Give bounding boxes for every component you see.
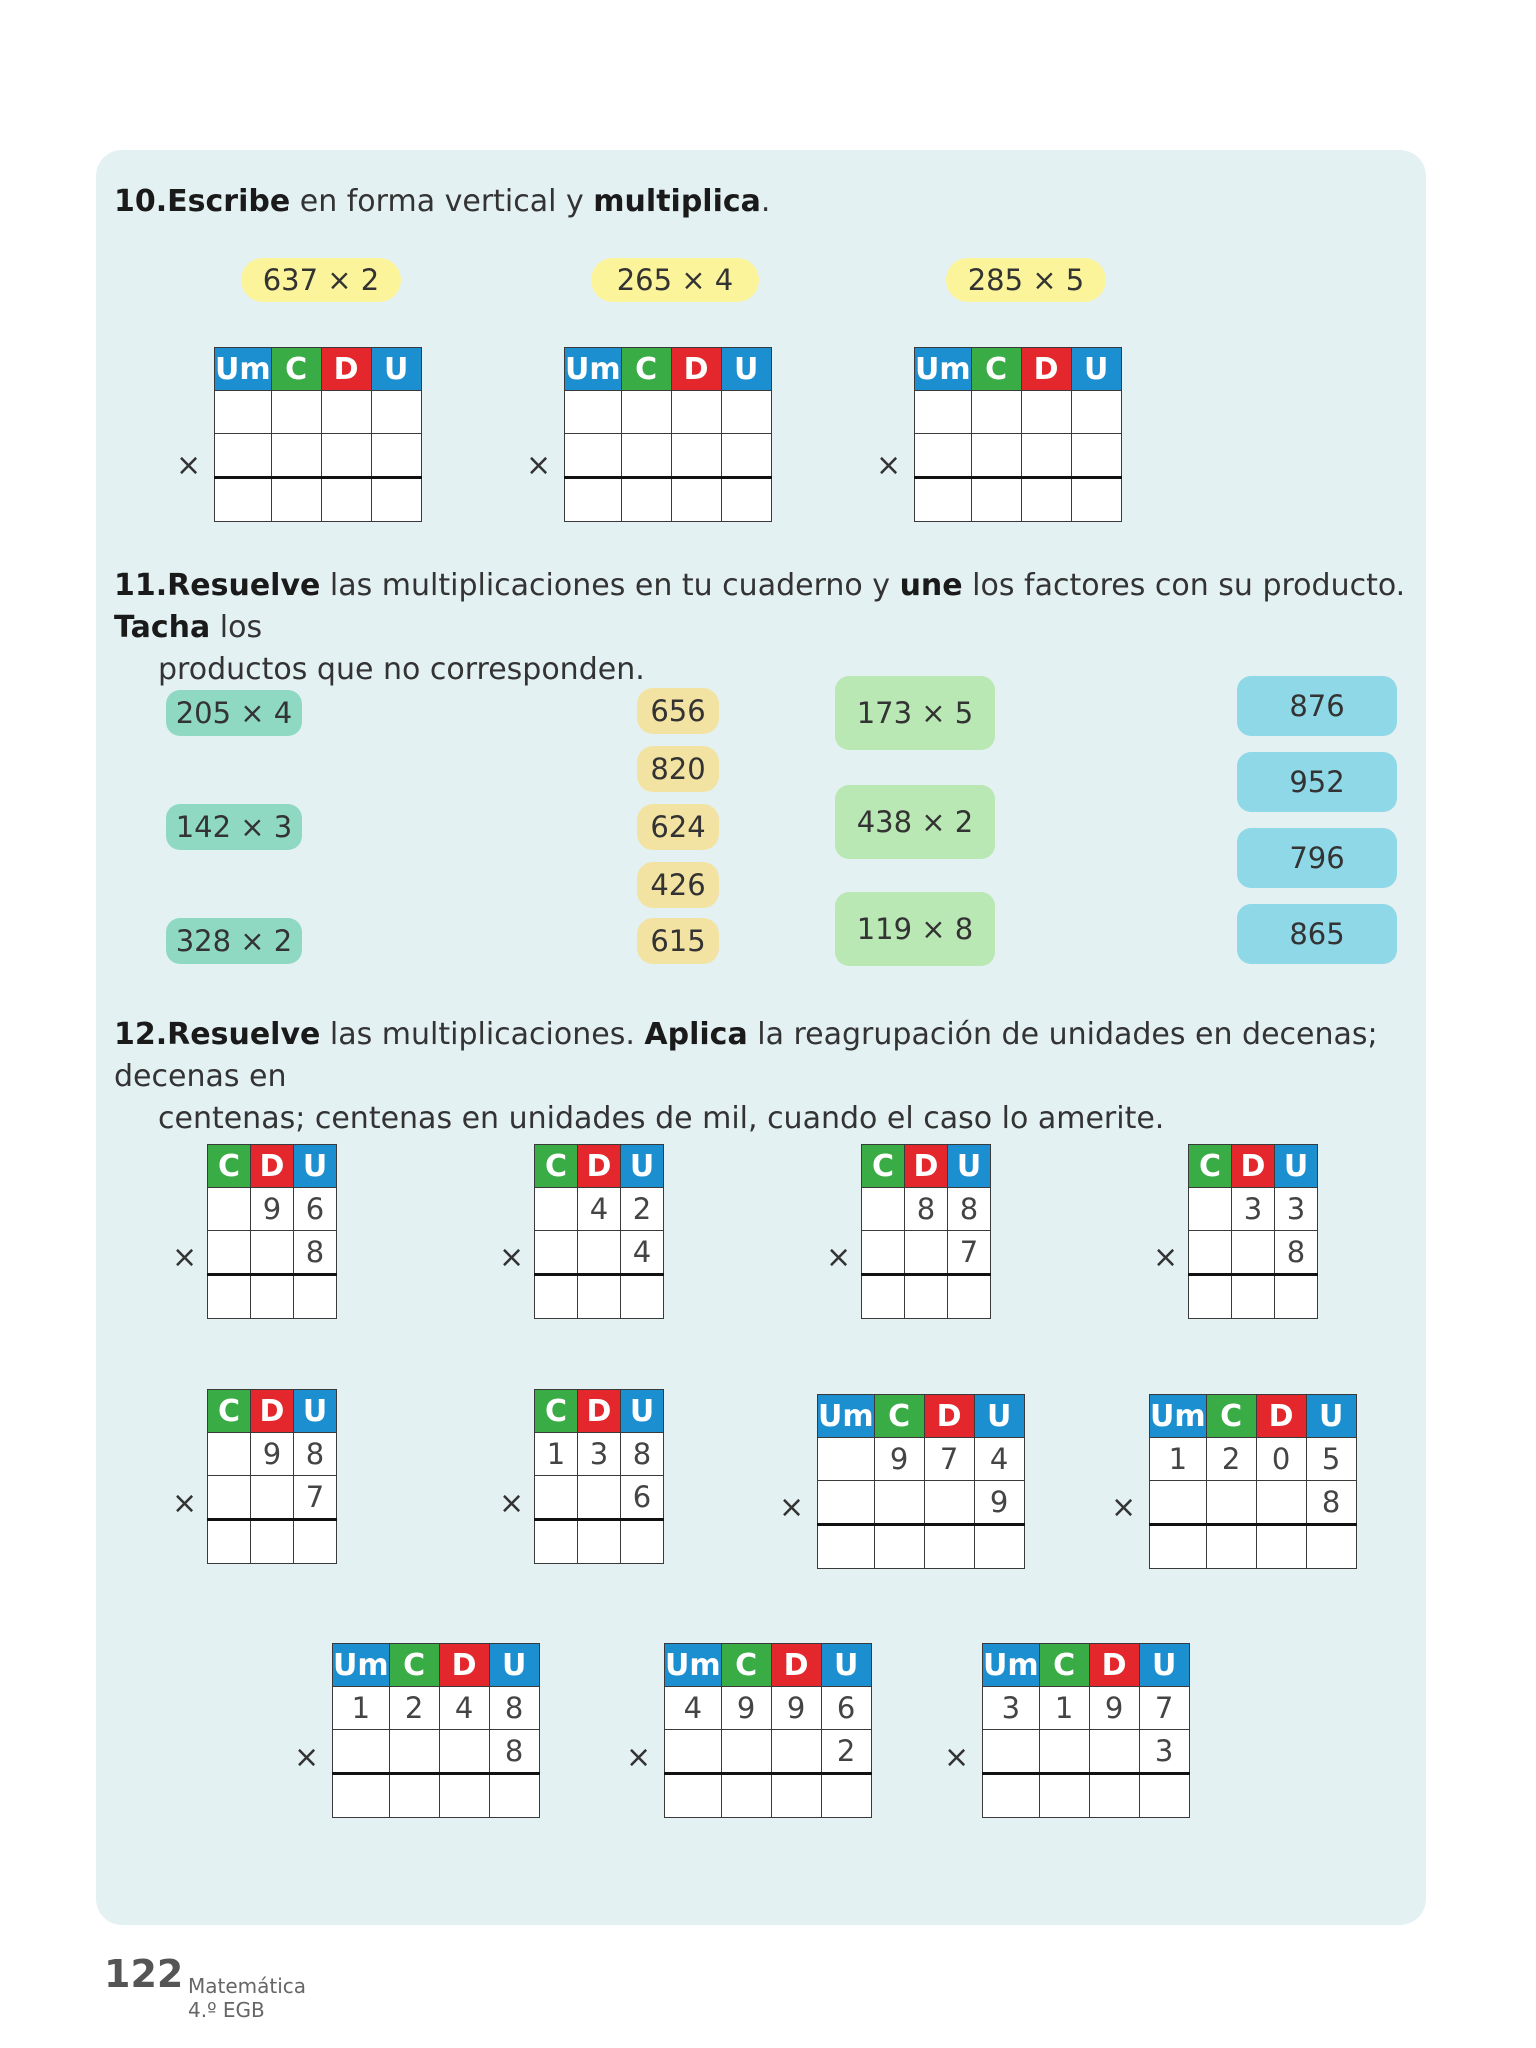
grid-cell[interactable] [721,478,771,522]
grid-cell[interactable]: 4 [974,1438,1024,1481]
grid-cell[interactable]: 8 [294,1231,337,1275]
header-um: Um [983,1644,1040,1687]
header-d: D [1232,1145,1275,1188]
grid-cell[interactable] [671,391,721,434]
grid-cell[interactable] [983,1730,1040,1774]
grid-cell[interactable] [915,391,972,434]
place-value-grid[interactable] [332,1643,540,1818]
grid-cell[interactable] [321,478,371,522]
times-sign: × [826,1240,852,1275]
grid-cell[interactable]: 3 [578,1433,621,1476]
instruction-text: los [210,610,263,645]
grid-cell[interactable] [874,1481,924,1525]
grid-cell[interactable]: 8 [1306,1481,1356,1525]
grid-cell[interactable] [271,478,321,522]
factor-pill[interactable]: 438 × 2 [835,785,995,859]
header-c: C [721,1644,771,1687]
times-sign: × [944,1740,970,1775]
header-u: U [1139,1644,1189,1687]
grid-cell[interactable] [1039,1730,1089,1774]
grid-cell[interactable]: 9 [771,1687,821,1730]
grid-cell[interactable] [578,1275,621,1319]
grid-cell[interactable] [818,1438,875,1481]
grid-cell[interactable] [489,1774,539,1818]
grid-cell[interactable] [924,1525,974,1569]
grid-cell[interactable] [208,1188,251,1231]
grid-cell[interactable] [389,1774,439,1818]
header-u: U [621,1390,664,1433]
place-value-grid[interactable] [534,1389,664,1564]
times-sign: × [176,448,202,483]
header-um: Um [565,348,622,391]
grid-cell[interactable] [671,434,721,478]
multiplication-pill: 637 × 2 [241,258,401,302]
grid-cell[interactable] [1021,478,1071,522]
header-d: D [578,1145,621,1188]
grid-cell[interactable] [721,1730,771,1774]
grid-cell[interactable]: 9 [251,1433,294,1476]
header-d: D [1089,1644,1139,1687]
header-c: C [621,348,671,391]
grid-cell[interactable] [1206,1525,1256,1569]
grid-cell[interactable]: 6 [294,1188,337,1231]
instruction-verb: une [899,568,963,603]
header-u: U [621,1145,664,1188]
product-pill[interactable]: 615 [637,918,719,964]
header-d: D [924,1395,974,1438]
grid-cell[interactable] [251,1476,294,1520]
grid-cell[interactable]: 2 [621,1188,664,1231]
grid-cell[interactable]: 8 [294,1433,337,1476]
product-pill[interactable]: 876 [1237,676,1397,736]
grid-cell[interactable]: 1 [535,1433,578,1476]
grid-cell[interactable] [621,478,671,522]
grid-cell[interactable]: 8 [489,1730,539,1774]
grid-cell[interactable]: 3 [1275,1188,1318,1231]
multiplication-pill: 285 × 5 [946,258,1106,302]
grid-cell[interactable]: 9 [1089,1687,1139,1730]
grid-cell[interactable]: 5 [1306,1438,1356,1481]
grade-label: 4.º EGB [188,1998,265,2022]
grid-cell[interactable]: 3 [983,1687,1040,1730]
grid-cell[interactable] [771,1730,821,1774]
grid-cell[interactable]: 9 [974,1481,1024,1525]
instruction-verb: Resuelve [167,1017,321,1052]
instruction-text: los factores con su producto. [962,568,1406,603]
subject-label: Matemática [188,1974,307,1998]
grid-cell[interactable]: 4 [439,1687,489,1730]
product-pill[interactable]: 865 [1237,904,1397,964]
grid-cell[interactable] [371,434,421,478]
grid-cell[interactable]: 9 [721,1687,771,1730]
grid-cell[interactable] [1232,1275,1275,1319]
instruction-verb: multiplica [593,184,761,219]
grid-cell[interactable] [565,391,622,434]
header-d: D [1021,348,1071,391]
grid-cell[interactable] [621,1520,664,1564]
header-d: D [1256,1395,1306,1438]
header-c: C [862,1145,905,1188]
exercise-number: 10. [114,184,168,219]
header-d: D [905,1145,948,1188]
grid-cell[interactable] [905,1275,948,1319]
grid-cell[interactable]: 7 [924,1438,974,1481]
grid-cell[interactable] [389,1730,439,1774]
grid-cell[interactable] [333,1730,390,1774]
grid-cell[interactable]: 4 [665,1687,722,1730]
grid-cell[interactable] [565,478,622,522]
place-value-grid[interactable] [1188,1144,1318,1319]
place-value-grid[interactable] [534,1144,664,1319]
exercise-12-instruction [114,1014,1424,1140]
place-value-grid[interactable] [982,1643,1190,1818]
header-um: Um [665,1644,722,1687]
exercise-number: 12. [114,1017,168,1052]
header-c: C [971,348,1021,391]
header-um: Um [215,348,272,391]
grid-cell[interactable]: 4 [621,1231,664,1275]
times-sign: × [1153,1240,1179,1275]
grid-cell[interactable] [971,391,1021,434]
header-d: D [578,1390,621,1433]
grid-cell[interactable] [1089,1730,1139,1774]
grid-cell[interactable] [439,1774,489,1818]
instruction-verb: Aplica [644,1017,748,1052]
grid-cell[interactable]: 7 [1139,1687,1189,1730]
grid-cell[interactable] [971,434,1021,478]
grid-cell[interactable] [535,1275,578,1319]
grid-cell[interactable] [1071,391,1121,434]
factor-pill[interactable]: 205 × 4 [166,690,302,736]
grid-cell[interactable]: 8 [948,1188,991,1231]
instruction-text: la reagrupación de unidades en decenas; decenas en [114,1017,1378,1094]
header-u: U [489,1644,539,1687]
product-pill[interactable]: 820 [637,746,719,792]
instruction-text: . [760,184,771,219]
times-sign: × [172,1240,198,1275]
grid-cell[interactable] [974,1525,1024,1569]
grid-cell[interactable] [535,1231,578,1275]
product-pill[interactable]: 426 [637,862,719,908]
place-value-grid[interactable] [1149,1394,1357,1569]
grid-cell[interactable]: 6 [621,1476,664,1520]
header-um: Um [1150,1395,1207,1438]
grid-cell[interactable] [271,434,321,478]
grid-cell[interactable] [208,1520,251,1564]
grid-cell[interactable] [821,1774,871,1818]
grid-cell[interactable] [1306,1525,1356,1569]
header-d: D [321,348,371,391]
grid-cell[interactable] [1256,1525,1306,1569]
grid-cell[interactable]: 3 [1139,1730,1189,1774]
header-um: Um [915,348,972,391]
times-sign: × [626,1740,652,1775]
place-value-grid[interactable] [214,347,422,522]
grid-cell[interactable] [1071,434,1121,478]
grid-cell[interactable] [535,1188,578,1231]
grid-cell[interactable] [1039,1774,1089,1818]
grid-cell[interactable] [439,1730,489,1774]
header-c: C [389,1644,439,1687]
header-d: D [251,1145,294,1188]
header-u: U [1275,1145,1318,1188]
header-u: U [1306,1395,1356,1438]
header-u: U [948,1145,991,1188]
grid-cell[interactable] [1071,478,1121,522]
grid-cell[interactable] [1139,1774,1189,1818]
instruction-text: las multiplicaciones. [320,1017,645,1052]
header-c: C [271,348,321,391]
page-number: 122 [104,1952,184,1996]
factor-pill[interactable]: 328 × 2 [166,918,302,964]
grid-cell[interactable] [905,1231,948,1275]
grid-cell[interactable]: 4 [578,1188,621,1231]
grid-cell[interactable]: 7 [294,1476,337,1520]
grid-cell[interactable]: 1 [333,1687,390,1730]
grid-cell[interactable] [578,1476,621,1520]
grid-cell[interactable] [271,391,321,434]
instruction-text: productos que no corresponden. [158,652,645,687]
grid-cell[interactable] [721,1774,771,1818]
grid-cell[interactable] [1189,1231,1232,1275]
product-pill[interactable]: 952 [1237,752,1397,812]
grid-cell[interactable] [578,1231,621,1275]
grid-cell[interactable] [983,1774,1040,1818]
grid-cell[interactable]: 2 [389,1687,439,1730]
times-sign: × [876,448,902,483]
header-c: C [208,1145,251,1188]
grid-cell[interactable] [721,434,771,478]
grid-cell[interactable] [621,434,671,478]
header-um: Um [333,1644,390,1687]
exercise-11-instruction [114,565,1414,691]
product-pill[interactable]: 796 [1237,828,1397,888]
exercise-number: 11. [114,568,168,603]
grid-cell[interactable] [862,1275,905,1319]
grid-cell[interactable]: 1 [1039,1687,1089,1730]
header-u: U [294,1145,337,1188]
header-u: U [294,1390,337,1433]
header-d: D [439,1644,489,1687]
grid-cell[interactable] [208,1275,251,1319]
grid-cell[interactable] [321,391,371,434]
grid-cell[interactable] [1275,1275,1318,1319]
grid-cell[interactable] [1256,1481,1306,1525]
grid-cell[interactable] [208,1476,251,1520]
header-c: C [535,1145,578,1188]
grid-cell[interactable] [621,391,671,434]
place-value-grid[interactable] [207,1144,337,1319]
grid-cell[interactable] [215,478,272,522]
header-c: C [535,1390,578,1433]
grid-cell[interactable] [1189,1188,1232,1231]
grid-cell[interactable]: 9 [874,1438,924,1481]
header-c: C [874,1395,924,1438]
grid-cell[interactable]: 2 [1206,1438,1256,1481]
instruction-text: en forma vertical y [290,184,594,219]
place-value-grid[interactable] [914,347,1122,522]
grid-cell[interactable] [771,1774,821,1818]
grid-cell[interactable] [818,1481,875,1525]
product-pill[interactable]: 624 [637,804,719,850]
place-value-grid[interactable] [207,1389,337,1564]
grid-cell[interactable] [208,1433,251,1476]
instruction-verb: Tacha [114,610,211,645]
grid-cell[interactable]: 2 [821,1730,871,1774]
grid-cell[interactable]: 9 [251,1188,294,1231]
grid-cell[interactable] [1089,1774,1139,1818]
grid-cell[interactable] [371,478,421,522]
grid-cell[interactable]: 8 [621,1433,664,1476]
factor-pill[interactable]: 119 × 8 [835,892,995,966]
product-pill[interactable]: 656 [637,688,719,734]
times-sign: × [526,448,552,483]
grid-cell[interactable] [1206,1481,1256,1525]
place-value-grid[interactable] [564,347,772,522]
header-c: C [1189,1145,1232,1188]
grid-cell[interactable] [333,1774,390,1818]
header-d: D [251,1390,294,1433]
grid-cell[interactable]: 6 [821,1687,871,1730]
grid-cell[interactable]: 8 [1275,1231,1318,1275]
factor-pill[interactable]: 173 × 5 [835,676,995,750]
place-value-grid[interactable] [817,1394,1025,1569]
header-c: C [1039,1644,1089,1687]
times-sign: × [779,1490,805,1525]
grid-cell[interactable] [1021,434,1071,478]
grid-cell[interactable] [251,1520,294,1564]
header-u: U [721,348,771,391]
grid-cell[interactable] [671,478,721,522]
grid-cell[interactable] [294,1520,337,1564]
grid-cell[interactable] [294,1275,337,1319]
grid-cell[interactable] [874,1525,924,1569]
times-sign: × [172,1486,198,1521]
factor-pill[interactable]: 142 × 3 [166,804,302,850]
header-d: D [771,1644,821,1687]
times-sign: × [1111,1490,1137,1525]
grid-cell[interactable] [721,391,771,434]
header-d: D [671,348,721,391]
grid-cell[interactable]: 1 [1150,1438,1207,1481]
grid-cell[interactable] [1189,1275,1232,1319]
exercise-10-instruction [114,181,770,223]
instruction-verb: Resuelve [167,568,321,603]
grid-cell[interactable]: 7 [948,1231,991,1275]
times-sign: × [499,1486,525,1521]
header-u: U [974,1395,1024,1438]
header-c: C [1206,1395,1256,1438]
grid-cell[interactable] [321,434,371,478]
grid-cell[interactable] [915,478,972,522]
times-sign: × [294,1740,320,1775]
header-u: U [1071,348,1121,391]
grid-cell[interactable] [535,1520,578,1564]
grid-cell[interactable] [818,1525,875,1569]
header-um: Um [818,1395,875,1438]
grid-cell[interactable] [665,1730,722,1774]
grid-cell[interactable] [1021,391,1071,434]
grid-cell[interactable] [371,391,421,434]
place-value-grid[interactable] [861,1144,991,1319]
header-u: U [821,1644,871,1687]
grid-cell[interactable] [251,1275,294,1319]
grid-cell[interactable] [565,434,622,478]
multiplication-pill: 265 × 4 [591,258,759,302]
instruction-verb: Escribe [167,184,291,219]
grid-cell[interactable] [1150,1481,1207,1525]
grid-cell[interactable]: 0 [1256,1438,1306,1481]
grid-cell[interactable] [948,1275,991,1319]
grid-cell[interactable] [578,1520,621,1564]
instruction-text: centenas; centenas en unidades de mil, cuando el caso lo amerite. [158,1101,1165,1136]
grid-cell[interactable] [665,1774,722,1818]
grid-cell[interactable] [1150,1525,1207,1569]
grid-cell[interactable] [535,1476,578,1520]
grid-cell[interactable] [915,434,972,478]
grid-cell[interactable]: 3 [1232,1188,1275,1231]
grid-cell[interactable] [924,1481,974,1525]
header-u: U [371,348,421,391]
place-value-grid[interactable] [664,1643,872,1818]
grid-cell[interactable] [862,1231,905,1275]
grid-cell[interactable]: 8 [489,1687,539,1730]
grid-cell[interactable] [862,1188,905,1231]
grid-cell[interactable] [215,434,272,478]
grid-cell[interactable] [208,1231,251,1275]
instruction-text: las multiplicaciones en tu cuaderno y [320,568,900,603]
grid-cell[interactable] [621,1275,664,1319]
grid-cell[interactable] [215,391,272,434]
grid-cell[interactable] [251,1231,294,1275]
times-sign: × [499,1240,525,1275]
header-c: C [208,1390,251,1433]
grid-cell[interactable] [971,478,1021,522]
grid-cell[interactable]: 8 [905,1188,948,1231]
grid-cell[interactable] [1232,1231,1275,1275]
